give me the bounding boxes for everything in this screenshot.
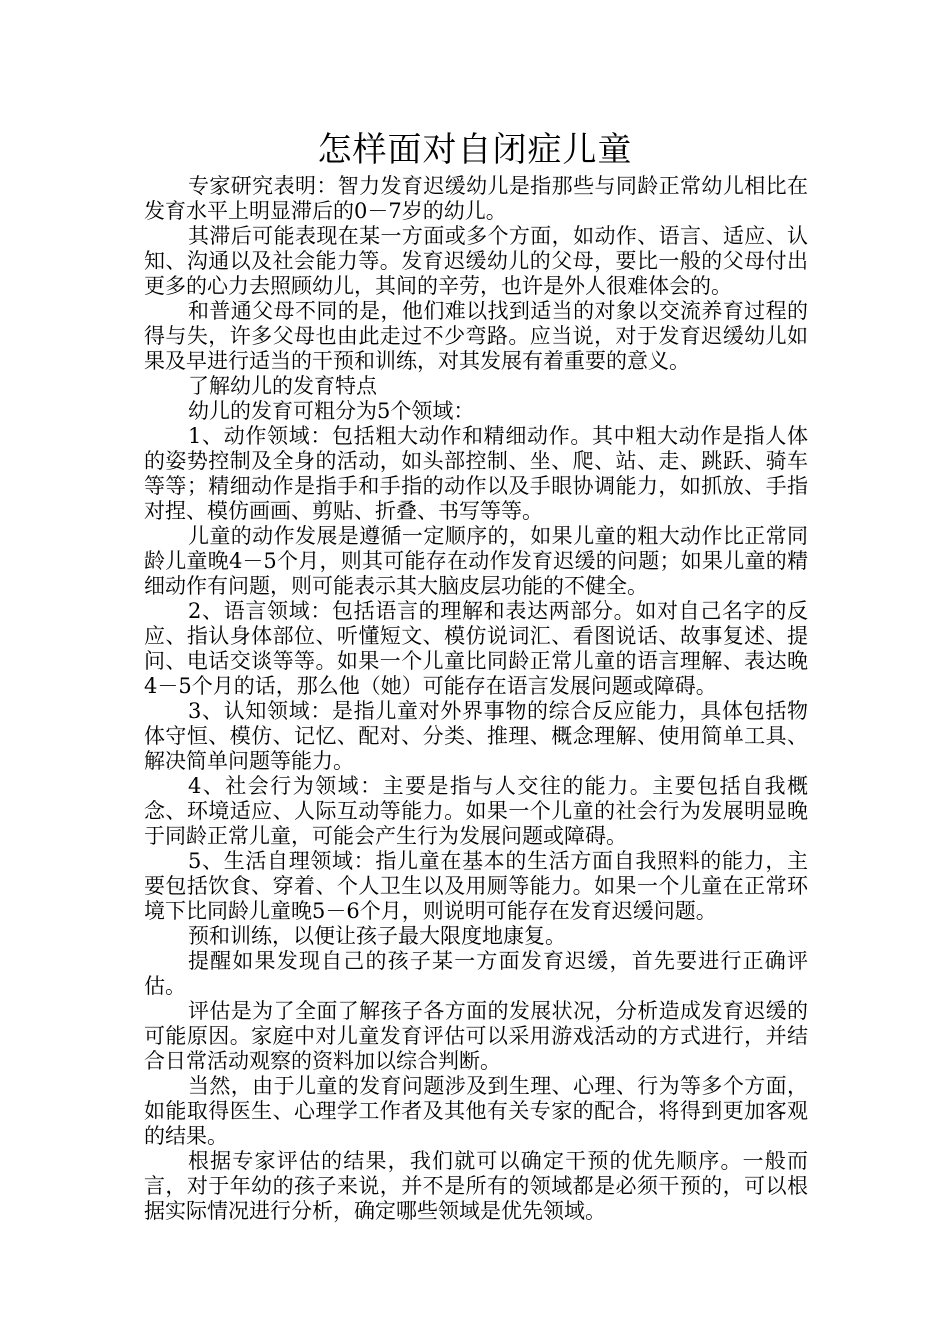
paragraph: 当然，由于儿童的发育问题涉及到生理、心理、行为等多个方面，如能取得医生、心理学工作者及其他有关专家的配合，将得到更加客观的结果。 — [144, 1074, 808, 1148]
paragraph: 幼儿的发育可粗分为5个领域： — [188, 399, 475, 423]
paragraph: 3、认知领域：是指儿童对外界事物的综合反应能力，具体包括物体守恒、模仿、记忆、配对、分类、推理、概念理解、使用简单工具、解决简单问题等能力。 — [144, 699, 808, 773]
paragraph: 预和训练，以便让孩子最大限度地康复。 — [188, 924, 566, 948]
paragraph: 和普通父母不同的是，他们难以找到适当的对象以交流养育过程的得与失，许多父母也由此走过不少弯路。应当说，对于发育迟缓幼儿如果及早进行适当的干预和训练，对其发展有着重要的意义。 — [144, 299, 808, 373]
section-heading: 了解幼儿的发育特点 — [188, 374, 377, 398]
paragraph: 提醒如果发现自己的孩子某一方面发育迟缓，首先要进行正确评估。 — [144, 949, 808, 998]
paragraph: 2、语言领域：包括语言的理解和表达两部分。如对自己名字的反应、指认身体部位、听懂短文、模仿说词汇、看图说话、故事复述、提问、电话交谈等等。如果一个儿童比同龄正常儿童的语言理解、表达晚4－5个月的话，那么他（她）可能存在语言发展问题或障碍。 — [144, 599, 808, 698]
paragraph: 专家研究表明：智力发育迟缓幼儿是指那些与同龄正常幼儿相比在发育水平上明显滞后的0－7岁的幼儿。 — [144, 174, 808, 223]
paragraph: 儿童的动作发展是遵循一定顺序的，如果儿童的粗大动作比正常同龄儿童晚4－5个月，则其可能存在动作发育迟缓的问题；如果儿童的精细动作有问题，则可能表示其大脑皮层功能的不健全。 — [144, 524, 808, 598]
paragraph: 4、社会行为领域：主要是指与人交往的能力。主要包括自我概念、环境适应、人际互动等能力。如果一个儿童的社会行为发展明显晚于同龄正常儿童，可能会产生行为发展问题或障碍。 — [144, 774, 808, 848]
paragraph: 根据专家评估的结果，我们就可以确定干预的优先顺序。一般而言，对于年幼的孩子来说，并不是所有的领域都是必须干预的，可以根据实际情况进行分析，确定哪些领域是优先领域。 — [144, 1149, 808, 1223]
document-title: 怎样面对自闭症儿童 — [317, 130, 633, 170]
paragraph: 评估是为了全面了解孩子各方面的发展状况，分析造成发育迟缓的可能原因。家庭中对儿童发育评估可以采用游戏活动的方式进行，并结合日常活动观察的资料加以综合判断。 — [144, 999, 808, 1073]
document-body — [144, 174, 808, 1224]
paragraph: 1、动作领域：包括粗大动作和精细动作。其中粗大动作是指人体的姿势控制及全身的活动，如头部控制、坐、爬、站、走、跳跃、骑车等等；精细动作是指手和手指的动作以及手眼协调能力，如抓放、手指对捏、模仿画画、剪贴、折叠、书写等等。 — [144, 424, 808, 523]
paragraph: 其滞后可能表现在某一方面或多个方面，如动作、语言、适应、认知、沟通以及社会能力等。发育迟缓幼儿的父母，要比一般的父母付出更多的心力去照顾幼儿，其间的辛劳，也许是外人很难体会的。 — [144, 224, 808, 298]
paragraph: 5、生活自理领域：指儿童在基本的生活方面自我照料的能力，主要包括饮食、穿着、个人卫生以及用厕等能力。如果一个儿童在正常环境下比同龄儿童晚5－6个月，则说明可能存在发育迟缓问题。 — [144, 849, 808, 923]
